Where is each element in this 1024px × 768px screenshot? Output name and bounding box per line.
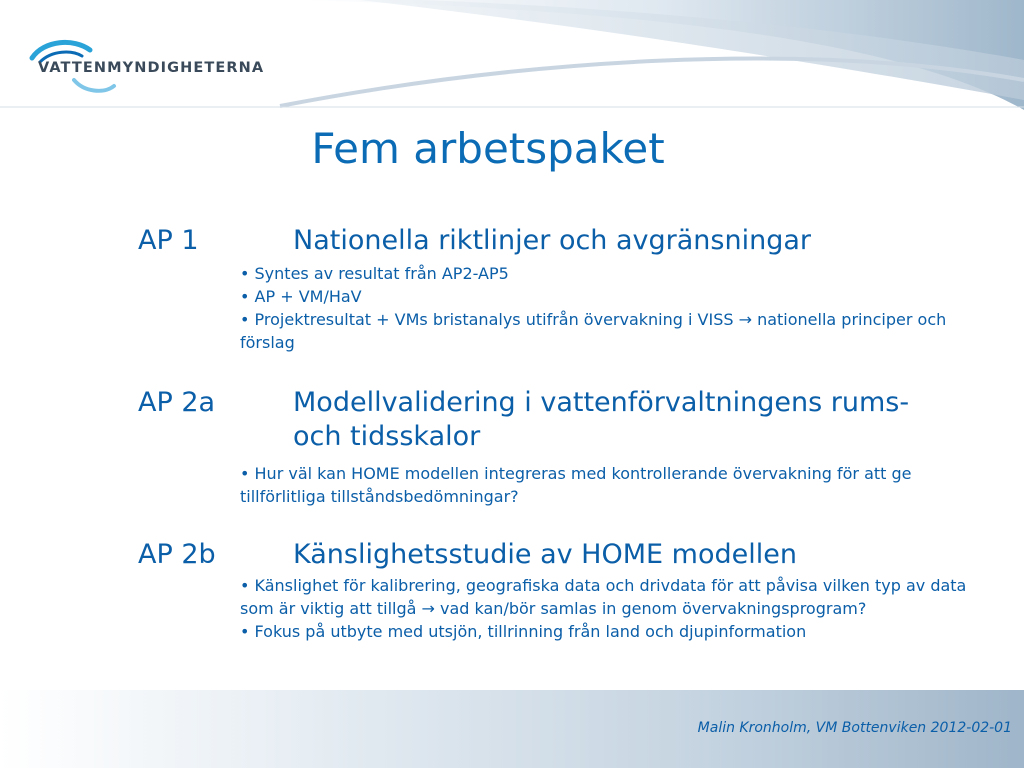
bullet-list <box>240 262 980 354</box>
section-heading: Känslighetsstudie av HOME modellen <box>293 539 797 570</box>
section-heading: Nationella riktlinjer och avgränsningar <box>293 225 811 256</box>
section-code: AP 1 <box>138 225 199 256</box>
logo-text: VATTENMYNDIGHETERNA <box>38 60 265 76</box>
footer-credit: Malin Kronholm, VM Bottenviken 2012-02-01 <box>697 720 1012 736</box>
section-heading: Modellvalidering i vattenförvaltningens rums- och tidsskalor <box>293 387 910 452</box>
bullet-item: • Hur väl kan HOME modellen integreras med kontrollerande övervakning för att ge tillförlitliga tillståndsbedömningar? <box>240 464 912 506</box>
bullet-item: • Syntes av resultat från AP2-AP5 <box>240 264 509 283</box>
bullet-item: • Projektresultat + VMs bristanalys utifrån övervakning i VISS → nationella principer och förslag <box>240 310 947 352</box>
bullet-list <box>240 574 980 643</box>
section-code: AP 2a <box>138 387 216 418</box>
bullet-item: • Känslighet för kalibrering, geografiska data och drivdata för att påvisa vilken typ av data som är viktig att tillgå → vad kan/bör samlas in genom övervakningsprogram? <box>240 576 967 618</box>
bullet-item: • Fokus på utbyte med utsjön, tillrinning från land och djupinformation <box>240 622 807 641</box>
bullet-item: • AP + VM/HaV <box>240 287 362 306</box>
bullet-list <box>240 462 980 508</box>
page-title: Fem arbetspaket <box>311 124 665 173</box>
section-code: AP 2b <box>138 539 216 570</box>
